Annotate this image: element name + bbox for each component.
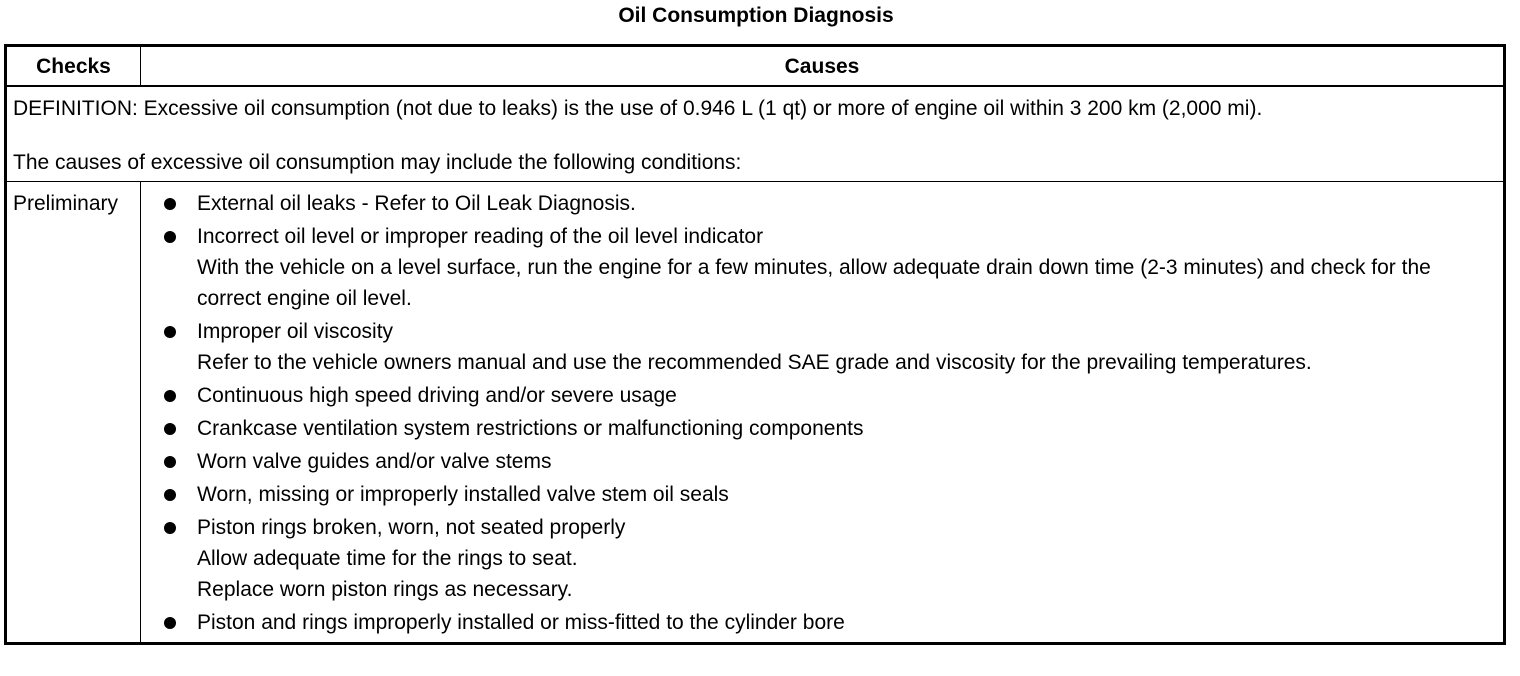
table-row <box>6 182 1505 644</box>
header-checks: Checks <box>6 46 141 87</box>
list-item <box>141 479 1495 510</box>
list-item <box>141 446 1495 477</box>
cause-detail: Refer to the vehicle owners manual and use the recommended SAE grade and viscosity for the prevailing temperatures. <box>197 351 1312 374</box>
bullet-icon <box>164 617 176 629</box>
bullet-icon <box>164 423 176 435</box>
cause-text: Piston rings broken, worn, not seated properly <box>197 516 626 539</box>
definition-cell <box>6 86 1505 182</box>
list-item <box>141 316 1495 378</box>
list-item <box>141 607 1495 638</box>
diagnosis-table <box>4 44 1506 645</box>
cause-text: Worn, missing or improperly installed valve stem oil seals <box>197 483 729 506</box>
bullet-icon <box>164 231 176 243</box>
intro-text: The causes of excessive oil consumption may include the following conditions: <box>13 151 742 174</box>
bullet-icon <box>164 198 176 210</box>
definition-text: DEFINITION: Excessive oil consumption (not due to leaks) is the use of 0.946 L (1 qt) or more of engine oil within 3 200 km (2,000 mi). <box>13 97 1263 120</box>
bullet-icon <box>164 390 176 402</box>
cause-text: Worn valve guides and/or valve stems <box>197 450 552 473</box>
cause-text: Crankcase ventilation system restrictions or malfunctioning components <box>197 417 864 440</box>
definition-row <box>6 86 1505 182</box>
cause-detail: Replace worn piston rings as necessary. <box>197 578 573 601</box>
document-title: Oil Consumption Diagnosis <box>618 4 894 27</box>
causes-list <box>141 188 1495 638</box>
list-item <box>141 380 1495 411</box>
list-item <box>141 413 1495 444</box>
cause-text: Incorrect oil level or improper reading of the oil level indicator <box>197 225 764 248</box>
check-cell: Preliminary <box>6 182 141 644</box>
list-item <box>141 188 1495 219</box>
cause-detail: Allow adequate time for the rings to seat. <box>197 547 578 570</box>
header-causes: Causes <box>141 46 1505 87</box>
bullet-icon <box>164 456 176 468</box>
bullet-icon <box>164 326 176 338</box>
definition-spacer <box>13 124 1497 147</box>
cause-text: Continuous high speed driving and/or severe usage <box>197 384 677 407</box>
cause-detail: With the vehicle on a level surface, run the engine for a few minutes, allow adequate drain down time (2-3 minutes) and check for the correct engine oil level. <box>197 256 1431 310</box>
header-row <box>6 46 1505 87</box>
cause-text: External oil leaks - Refer to Oil Leak Diagnosis. <box>197 192 636 215</box>
list-item <box>141 512 1495 605</box>
list-item <box>141 221 1495 314</box>
bullet-icon <box>164 489 176 501</box>
cause-text: Improper oil viscosity <box>197 320 394 343</box>
cause-text: Piston and rings improperly installed or miss-fitted to the cylinder bore <box>197 611 845 634</box>
bullet-icon <box>164 522 176 534</box>
causes-cell <box>141 182 1505 644</box>
